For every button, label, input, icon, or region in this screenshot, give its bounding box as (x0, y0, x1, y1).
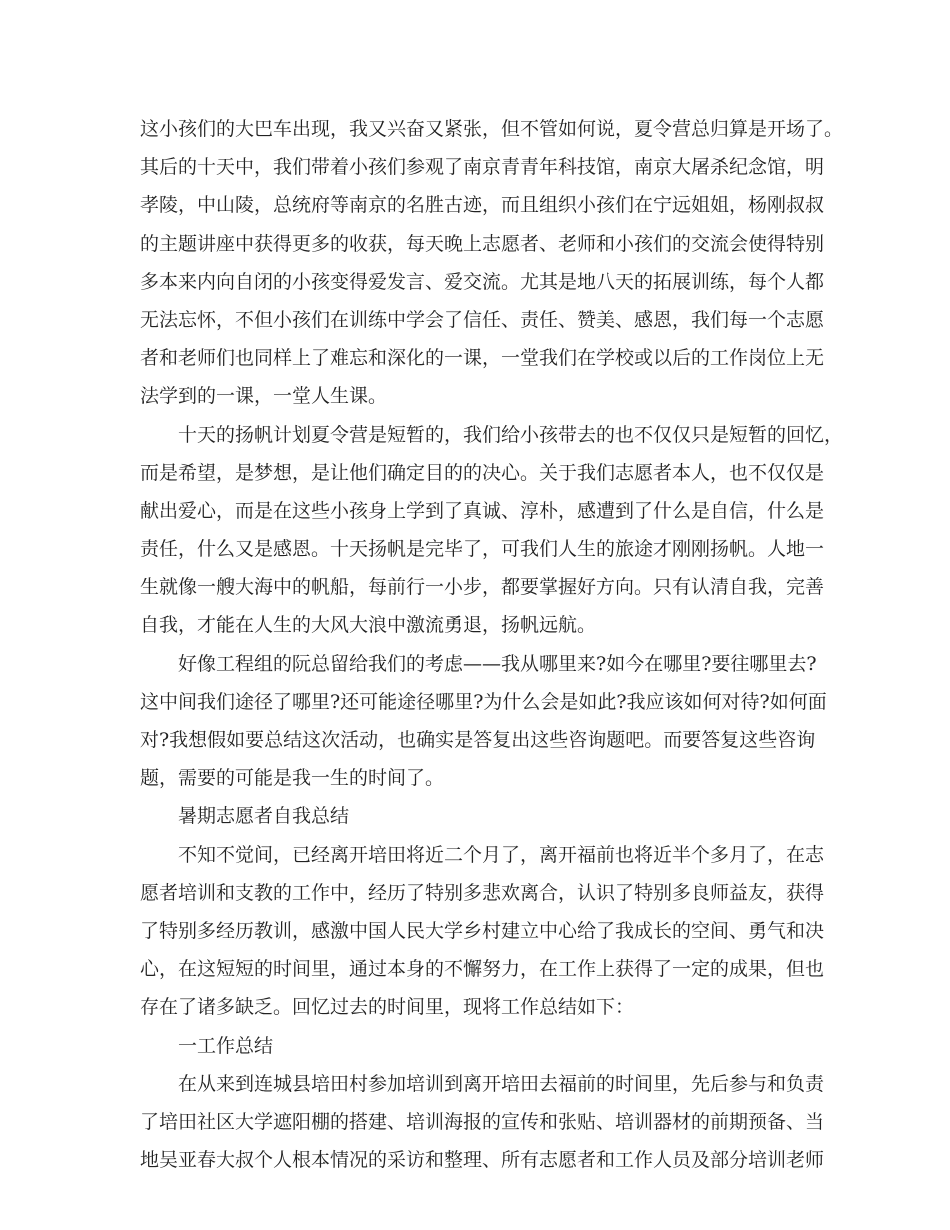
text-line: 不知不觉间，已经离开培田将近二个月了，离开福前也将近半个多月了，在志 (178, 843, 825, 866)
text-line: 在从来到连城县培田村参加培训到离开培田去福前的时间里，先后参与和负责 (178, 1072, 825, 1095)
text-line: 这小孩们的大巴车出现，我又兴奋又紧张，但不管如何说，夏令营总归算是开场了。 (140, 118, 844, 140)
text-line: 这中间我们途径了哪里?还可能途径哪里?为什么会是如此?我应该如何对待?如何面 (140, 690, 827, 713)
text-line: 十天的扬帆计划夏令营是短暂的，我们给小孩带去的也不仅仅只是短暂的回忆， (178, 423, 844, 446)
body-text (140, 110, 844, 1179)
text-line: 自我，才能在人生的大风大浪中激流勇退，扬帆远航。 (140, 614, 597, 637)
text-line: 而是希望，是梦想，是让他们确定目的的决心。关于我们志愿者本人，也不仅仅是 (140, 461, 825, 484)
text-line: 孝陵，中山陵，总统府等南京的名胜古迹，而且组织小孩们在宁远姐姐，杨刚叔叔 (140, 194, 825, 217)
text-line: 好像工程组的阮总留给我们的考虑——我从哪里来?如今在哪里?要往哪里去? (178, 652, 817, 675)
text-line: 心，在这短短的时间里，通过本身的不懈努力，在工作上获得了一定的成果，但也 (140, 958, 825, 981)
text-line: 愿者培训和支教的工作中，经历了特别多悲欢离合，认识了特别多良师益友，获得 (140, 881, 825, 904)
text-line: 暑期志愿者自我总结 (178, 805, 350, 828)
text-line: 其后的十天中，我们带着小孩们参观了南京青青年科技馆，南京大屠杀纪念馆，明 (140, 156, 825, 179)
text-line: 法学到的一课，一堂人生课。 (140, 385, 388, 408)
text-line: 对?我想假如要总结这次活动，也确实是答复出这些咨询题吧。而要答复这些咨询 (140, 729, 816, 751)
text-line: 地吴亚春大叔个人根本情况的采访和整理、所有志愿者和工作人员及部分培训老师 (140, 1149, 825, 1172)
text-line: 生就像一艘大海中的帆船，每前行一小步，都要掌握好方向。只有认清自我，完善 (140, 576, 825, 599)
text-line: 多本来内向自闭的小孩变得爱发言、爱交流。尤其是地八天的拓展训练，每个人都 (140, 270, 825, 293)
text-line: 责任，什么又是感恩。十天扬帆是完毕了，可我们人生的旅途才刚刚扬帆。人地一 (140, 538, 825, 561)
text-line: 无法忘怀，不但小孩们在训练中学会了信任、责任、赞美、感恩，我们每一个志愿 (140, 308, 825, 331)
text-line: 了特别多经历教训，感激中国人民大学乡村建立中心给了我成长的空间、勇气和决 (140, 919, 825, 942)
text-line: 的主题讲座中获得更多的收获，每天晚上志愿者、老师和小孩们的交流会使得特别 (140, 232, 825, 255)
text-line: 了培田社区大学遮阳棚的搭建、培训海报的宣传和张贴、培训器材的前期预备、当 (140, 1110, 825, 1133)
text-line: 题，需要的可能是我一生的时间了。 (140, 767, 445, 790)
text-line: 献出爱心，而是在这些小孩身上学到了真诚、淳朴，感遭到了什么是自信，什么是 (140, 499, 825, 522)
text-line: 一工作总结 (178, 1034, 274, 1057)
text-line: 者和老师们也同样上了难忘和深化的一课，一堂我们在学校或以后的工作岗位上无 (140, 347, 825, 370)
text-line: 存在了诸多缺乏。回忆过去的时间里，现将工作总结如下： (140, 996, 635, 1019)
